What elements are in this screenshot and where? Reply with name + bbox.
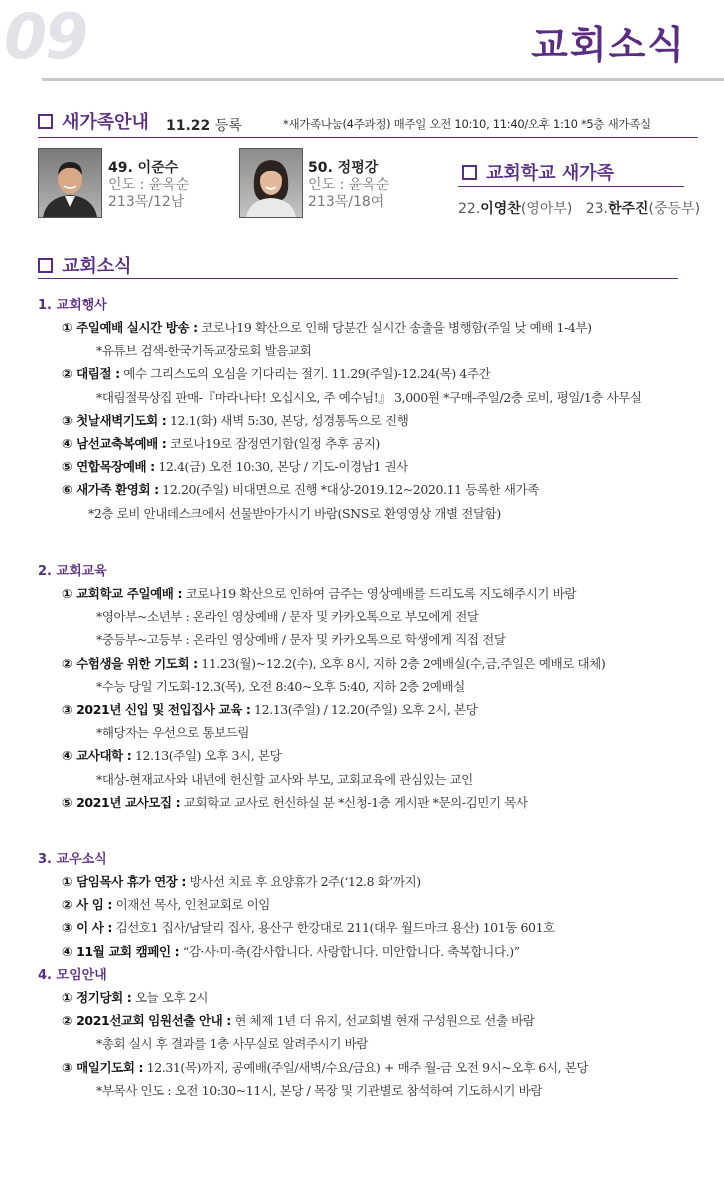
news-item-label: ⑥ 새가족 환영회 : xyxy=(62,482,159,498)
news-item-text: *2층 로비 안내데스크에서 선물받아가시기 바람(SNS로 환영영상 개별 전달함) xyxy=(88,505,501,521)
news-item xyxy=(62,1058,588,1076)
news-item-label: ③ 이 사 : xyxy=(62,920,112,936)
news-item-text: 12.31(목)까지, 공예배(주일/새벽/수요/금요) + 매주 월-금 오전 9시~오후 6시, 본당 xyxy=(143,1059,589,1075)
section-divider xyxy=(38,137,698,138)
member-name: 50. 정평강 xyxy=(308,160,379,176)
section-divider xyxy=(38,278,678,279)
square-bullet-icon xyxy=(38,258,53,273)
news-item-label: ① 교회학교 주일예배 : xyxy=(62,586,183,601)
man-portrait-icon xyxy=(39,149,101,217)
church-school-kids: 22.이영찬(영아부) 23.한주진(중등부) xyxy=(458,201,701,217)
news-item xyxy=(62,988,208,1006)
news-item-label: ④ 남선교축복예배 : xyxy=(62,436,167,451)
member-guide: 인도 : 윤옥순 xyxy=(308,177,390,193)
church-news-heading: 교회소식 xyxy=(38,256,132,278)
member-info: 213목/12남 xyxy=(108,194,185,210)
square-bullet-icon xyxy=(462,165,477,180)
church-school-divider xyxy=(458,186,684,187)
news-item-label: ② 사 임 : xyxy=(62,897,112,913)
news-item-text: 코로나19 확산으로 인해 당분간 실시간 송출을 병행함(주일 낮 예배 1-4부) xyxy=(197,320,592,335)
news-item-text: *해당자는 우선으로 통보드림 xyxy=(96,725,250,741)
news-item-note xyxy=(96,1081,542,1099)
news-item xyxy=(62,434,380,452)
member-card-1 xyxy=(108,160,189,211)
news-item xyxy=(62,318,592,336)
new-family-note: *새가족나눔(4주과정) 매주일 오전 10:10, 11:40/오후 1:10 *5층 새가족실 xyxy=(283,117,651,131)
news-item-label: ② 대림절 : xyxy=(62,366,120,382)
member-guide: 인도 : 윤옥순 xyxy=(108,177,190,193)
news-item-text: 12.13(주일) / 12.20(주일) 오후 2시, 본당 xyxy=(250,702,478,717)
news-item-label: ① 주일예배 실시간 방송 : xyxy=(62,320,198,335)
news-item xyxy=(62,942,520,960)
title-divider xyxy=(42,78,724,81)
news-category-title: 4. 모임안내 xyxy=(38,968,107,983)
news-item-text: 김선호1 집사/남달리 집사, 용산구 한강대로 211(대우 월드마크 용산) 101동 601호 xyxy=(112,920,555,936)
news-item-text: 코로나19로 잠정연기함(일정 추후 공지) xyxy=(166,436,380,451)
news-item-label: ⑤ 2021년 교사모집 : xyxy=(62,794,181,810)
news-item xyxy=(62,746,281,764)
news-category-title: 2. 교회교육 xyxy=(38,564,107,579)
news-item-note xyxy=(96,723,249,741)
member-info: 213목/18여 xyxy=(308,194,385,210)
news-item-text: 이재선 목사, 인천교회로 이임 xyxy=(112,897,270,913)
news-item-text: *유튜브 검색-한국기독교장로회 발음교회 xyxy=(96,343,312,359)
news-item xyxy=(62,411,408,429)
news-item xyxy=(62,895,270,913)
news-category-title: 1. 교회행사 xyxy=(38,298,107,313)
woman-portrait-icon xyxy=(240,149,302,217)
news-item-label: ③ 매일기도회 : xyxy=(62,1059,144,1075)
news-category-title: 3. 교우소식 xyxy=(38,852,107,867)
news-item-text: 교회학교 교사로 헌신하실 분 *신청-1층 게시판 *문의-김민기 목사 xyxy=(180,794,528,810)
news-item-note xyxy=(88,504,501,522)
member-name: 49. 이준수 xyxy=(108,160,179,176)
news-item-label: ⑤ 연합목장예배 : xyxy=(62,459,155,475)
member-card-2 xyxy=(308,160,389,211)
news-item xyxy=(62,872,421,890)
news-item-label: ② 수험생을 위한 기도회 : xyxy=(62,655,198,671)
news-item-note xyxy=(96,630,506,648)
news-item-text: *총회 실시 후 결과를 1층 사무실로 알려주시기 바람 xyxy=(96,1036,368,1052)
news-item-note xyxy=(96,1034,368,1052)
news-item-text: 11.23(월)~12.2(수), 오후 8시, 지하 2층 2예배실(수,금,주일은 예배로 대체) xyxy=(197,655,606,671)
news-item-label: ① 정기당회 : xyxy=(62,990,132,1005)
news-item-text: *수능 당일 기도회-12.3(목), 오전 8:40~오후 5:40, 지하 2층 2예배실 xyxy=(96,678,465,694)
news-item-text: 12.4(금) 오전 10:30, 본당 / 기도-이경남1 권사 xyxy=(154,459,408,475)
news-item xyxy=(62,654,605,672)
news-item-label: ④ 11월 교회 캠페인 : xyxy=(62,943,180,959)
news-item-text: 현 체제 1년 더 유지, 선교회별 현재 구성원으로 선출 바람 xyxy=(230,1013,535,1029)
news-item xyxy=(62,918,555,936)
news-item-text: *중등부~고등부 : 온라인 영상예배 / 문자 및 카카오톡으로 학생에게 직접 전달 xyxy=(96,632,506,648)
church-school-heading: 교회학교 새가족 xyxy=(462,163,614,185)
news-item-note xyxy=(96,677,465,695)
news-item xyxy=(62,457,408,475)
page-title: 교회소식 xyxy=(531,22,686,67)
news-item-text: 예수 그리스도의 오심을 기다리는 절기. 11.29(주일)-12.24(목) 4주간 xyxy=(119,366,491,382)
news-item-note xyxy=(96,341,311,359)
news-item-label: ③ 2021년 신입 및 전입집사 교육 : xyxy=(62,702,251,717)
news-item xyxy=(62,480,539,498)
news-item-label: ④ 교사대학 : xyxy=(62,748,132,764)
page-number: 09 xyxy=(4,0,87,73)
news-item xyxy=(62,584,576,602)
square-bullet-icon xyxy=(38,114,53,129)
news-item-label: ③ 첫날새벽기도회 : xyxy=(62,412,167,428)
news-item xyxy=(62,793,528,811)
news-item-text: *영아부~소년부 : 온라인 영상예배 / 문자 및 카카오톡으로 부모에게 전달 xyxy=(96,609,479,625)
news-item xyxy=(62,1011,535,1029)
news-item-text: “감·사·미·축(감사합니다. 사랑합니다. 미안합니다. 축복합니다.)” xyxy=(179,943,520,959)
news-item-note xyxy=(96,388,642,406)
news-item-text: *부목사 인도 : 오전 10:30~11시, 본당 / 목장 및 기관별로 참석하여 기도하시기 바람 xyxy=(96,1082,543,1098)
member-photo-1 xyxy=(38,148,102,218)
news-item xyxy=(62,700,477,718)
news-item-label: ② 2021선교회 임원선출 안내 : xyxy=(62,1013,231,1029)
news-item-note xyxy=(96,607,479,625)
news-item xyxy=(62,364,490,382)
news-item-text: *대림절묵상집 판매-『마라나타! 오십시오, 주 예수님!』 3,000원 *구매-주일/2층 로비, 평일/1층 사무실 xyxy=(96,389,642,405)
new-family-date: 11.22 등록 xyxy=(166,118,242,134)
member-photo-2 xyxy=(239,148,303,218)
news-item-text: *대상-현재교사와 내년에 헌신할 교사와 부모, 교회교육에 관심있는 교인 xyxy=(96,771,473,787)
news-item-note xyxy=(96,770,473,788)
news-item-text: 12.13(주일) 오후 3시, 본당 xyxy=(131,748,282,764)
news-item-label: ① 담임목사 휴가 연장 : xyxy=(62,874,186,889)
news-item-text: 오늘 오후 2시 xyxy=(131,990,209,1005)
news-item-text: 12.20(주일) 비대면으로 진행 *대상-2019.12~2020.11 등록한 새가족 xyxy=(158,482,539,498)
news-item-text: 12.1(화) 새벽 5:30, 본당, 성경통독으로 진행 xyxy=(166,412,409,428)
news-item-text: 코로나19 확산으로 인하여 금주는 영상예배를 드리도록 지도해주시기 바람 xyxy=(182,586,576,601)
new-family-heading: 새가족안내 xyxy=(38,112,149,134)
news-item-text: 방사선 치료 후 요양휴가 2주(‘12.8 화’까지) xyxy=(186,874,421,889)
